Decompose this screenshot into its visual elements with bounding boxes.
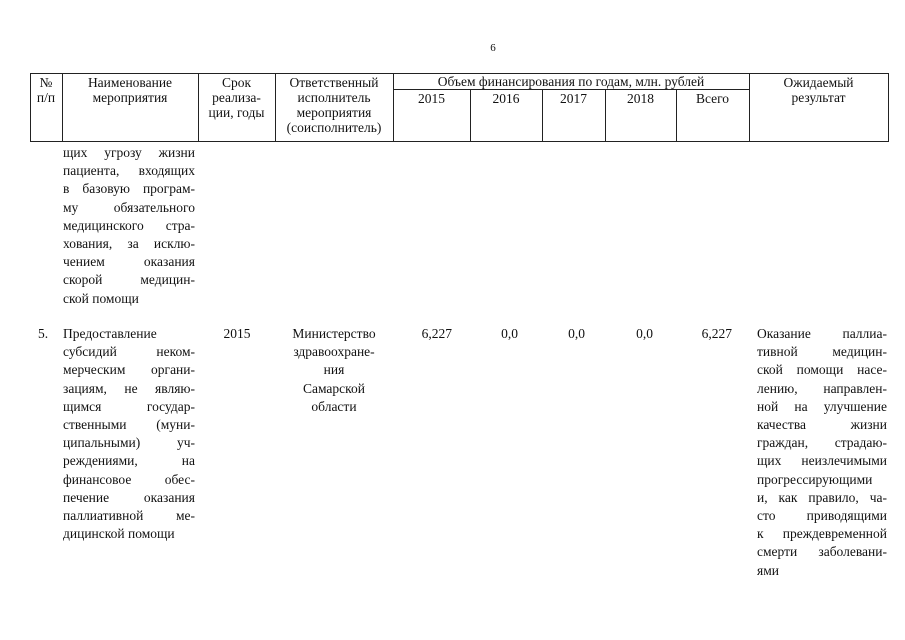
header-exec-line: (соисполнитель)	[286, 120, 382, 135]
text-line: Министерство	[292, 326, 376, 341]
text-line: субсидий неком-	[63, 344, 195, 360]
header-exec-line: Ответственный	[289, 75, 379, 90]
header-term-line: реализа-	[212, 90, 261, 105]
header-year-2016: 2016	[492, 91, 520, 106]
row5-fin-total: 6,227	[701, 326, 732, 341]
text-line: хования, за исклю-	[63, 236, 195, 252]
text-line: Самарской	[302, 380, 366, 396]
text-line: ципальными) уч-	[63, 435, 195, 451]
row5-fin-2017: 0,0	[568, 326, 585, 341]
text-line: щих угрозу жизни	[63, 145, 195, 160]
text-line: щимся государ-	[63, 398, 195, 414]
header-financing: Объем финансирования по годам, млн. рублей	[437, 74, 705, 89]
text-line: ской помощи насе-	[757, 362, 887, 378]
text-line: лению, направлен-	[757, 380, 887, 396]
text-line: области	[311, 398, 357, 414]
text-line: дицинской помощи	[63, 526, 175, 542]
text-line: здравоохране-	[293, 344, 375, 360]
text-line: скорой медицин-	[63, 272, 195, 288]
text-line: ской помощи	[63, 290, 139, 306]
text-line: тивной медицин-	[757, 344, 887, 360]
header-total: Всего	[695, 91, 730, 106]
header-result-line: Ожидаемый	[783, 75, 854, 90]
text-line: медицинского стра-	[63, 217, 195, 233]
header-exec-line: исполнитель	[297, 90, 371, 105]
row5-term: 2015	[223, 326, 251, 341]
text-line: пациента, входящих	[63, 163, 195, 179]
header-exec-line: мероприятия	[296, 105, 372, 120]
text-line: печение оказания	[63, 489, 195, 505]
row5-fin-2015: 6,227	[421, 326, 452, 341]
header-no-line: п/п	[36, 90, 56, 105]
text-line: му обязательного	[63, 199, 195, 215]
header-no	[30, 75, 62, 105]
text-line: смерти заболевани-	[757, 544, 887, 560]
text-line: реждениями, на	[63, 453, 195, 469]
header-executor	[275, 75, 393, 135]
text-line: качества жизни	[757, 417, 887, 433]
header-term-line: Срок	[221, 75, 252, 90]
text-line: граждан, страдаю-	[757, 435, 887, 451]
text-line: ной на улучшение	[757, 398, 887, 414]
text-line: к преждевременной	[757, 526, 887, 542]
text-line: ственными (муни-	[63, 417, 195, 433]
row5-fin-2016: 0,0	[501, 326, 518, 341]
header-name-line: мероприятия	[92, 90, 168, 105]
row5-executor	[278, 325, 390, 416]
text-line: прогрессирующими	[757, 471, 873, 487]
text-line: мерческим органи-	[63, 362, 195, 378]
header-result	[749, 75, 888, 105]
row5-number: 5.	[38, 326, 49, 341]
header-year-2018: 2018	[627, 91, 654, 106]
text-line: ями	[757, 562, 779, 578]
text-line: ния	[323, 362, 345, 378]
header-name-line: Наименование	[87, 75, 173, 90]
text-line: зациям, не являю-	[63, 380, 195, 396]
text-line: в базовую програм-	[63, 181, 195, 197]
text-line: и, как правило, ча-	[757, 489, 887, 505]
header-term	[198, 75, 275, 120]
page-number: 6	[490, 42, 496, 54]
text-line: финансовое обес-	[63, 471, 195, 487]
header-no-line: №	[39, 75, 53, 90]
header-year-2017: 2017	[560, 91, 587, 106]
header-result-line: результат	[791, 90, 846, 105]
row5-result	[757, 325, 887, 580]
text-line: паллиативной ме-	[63, 508, 195, 524]
header-name	[62, 75, 198, 105]
row5-name	[63, 325, 195, 543]
text-line: Оказание паллиа-	[757, 326, 887, 341]
header-term-line: ции, годы	[208, 105, 265, 120]
row5-fin-2018: 0,0	[636, 326, 653, 341]
text-line: чением оказания	[63, 254, 195, 270]
text-line: щих неизлечимыми	[757, 453, 887, 469]
continuation-name	[63, 144, 195, 308]
text-line: сто приводящими	[757, 508, 887, 524]
header-year-2015: 2015	[418, 91, 445, 106]
text-line: Предоставление	[63, 326, 157, 341]
